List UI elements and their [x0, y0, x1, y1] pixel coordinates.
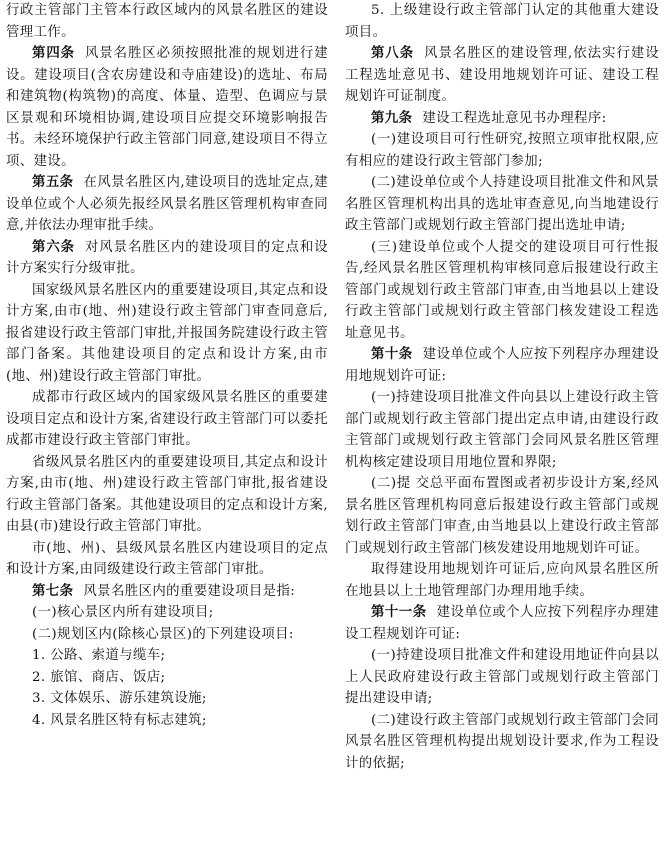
article-label: 第四条: [32, 46, 75, 61]
paragraph: 市(地、州)、县级风景名胜区内建设项目的定点和设计方案,由同级建设行政主管部门审批。: [6, 540, 328, 577]
article-text: 对风景名胜区内的建设项目的定点和设计方案实行分级审批。: [6, 239, 328, 276]
article-label: 第八条: [371, 46, 415, 61]
article-label: 第六条: [32, 239, 75, 255]
list-item: (二)提 交总平面布置图或者初步设计方案,经风景名胜区管理机构同意后报建设行政主管部门或规划行政主管部门审查,由当地县以上建设行政主管部门或规划行政主管部门核发建设用地规划许可证。: [345, 476, 659, 556]
list-item: (二)建设单位或个人持建设项目批准文件和风景名胜区管理机构出具的选址审查意见,向当地建设行政主管部门或规划行政主管部门提出选址申请;: [345, 175, 659, 233]
article-10: [345, 344, 659, 387]
article-text: 风景名胜区内的重要建设项目是指:: [83, 583, 296, 599]
list-item: 1. 公路、索道与缆车;: [32, 648, 166, 663]
article-text: 风景名胜区必须按照批准的规划进行建设。建设项目(含农房建设和寺庙建设)的选址、布局和建筑物(构筑物)的高度、体量、造型、色调应与景区景观和环境相协调,建设项目应提交环境影响报告书。未经环境保护行政主管部门同意,建设项目不得立项、建设。: [6, 46, 328, 169]
article-label: 第十条: [371, 347, 413, 362]
article-6: [6, 237, 328, 280]
article-8: [345, 43, 659, 108]
article-label: 第九条: [371, 110, 413, 126]
article-9: [345, 108, 659, 130]
list-item: 4. 风景名胜区特有标志建筑;: [32, 712, 207, 728]
paragraph: 国家级风景名胜区内的重要建设项目,其定点和设计方案,由市(地、州)建设行政主管部门审查同意后,报省建设行政主管部门审批,并报国务院建设行政主管部门备案。其他建设项目的定点和设计方案,由市(地、州)建设行政主管部门审批。: [6, 282, 328, 384]
list-item: 2. 旅馆、商店、饭店;: [32, 669, 166, 685]
list-item: (三)建设单位或个人提交的建设项目可行性报告,经风景名胜区管理机构审核同意后报建设行政主管部门或规划行政主管部门审查,由当地县以上建设行政主管部门或规划行政主管部门核发建设工程选址意见书。: [345, 239, 659, 341]
list-item: (一)建设项目可行性研究,按照立项审批权限,应有相应的建设行政主管部门参加;: [345, 132, 659, 169]
list-item: (一)核心景区内所有建设项目;: [32, 605, 214, 620]
article-label: 第七条: [32, 583, 74, 599]
list-item: (二)建设行政主管部门或规划行政主管部门会同风景名胜区管理机构提出规划设计要求,作为工程设计的依据;: [345, 712, 659, 771]
article-text: 建设单位或个人应按下列程序办理建设用地规划许可证:: [345, 347, 659, 384]
list-item: 3. 文体娱乐、游乐建筑设施;: [32, 691, 207, 706]
paragraph: 取得建设用地规划许可证后,应向风景名胜区所在地县以上土地管理部门办理用地手续。: [345, 562, 659, 599]
right-column: [345, 0, 659, 774]
list-item: (一)持建设项目批准文件向县以上建设行政主管部门或规划行政主管部门提出定点申请,由建设行政主管部门或规划行政主管部门会同风景名胜区管理机构核定建设项目用地位置和界限;: [345, 390, 659, 470]
article-label: 第五条: [32, 175, 74, 190]
article-text: 风景名胜区的建设管理,依法实行建设工程选址意见书、建设用地规划许可证、建设工程规划许可证制度。: [345, 46, 660, 104]
list-item: 5. 上级建设行政主管部门认定的其他重大建设项目。: [345, 3, 659, 40]
article-text: 在风景名胜区内,建设项目的选址定点,建设单位或个人必须先报经风景名胜区管理机构审查同意,并依法办理审批手续。: [6, 175, 328, 233]
article-label: 第十一条: [371, 605, 427, 620]
article-11: [345, 602, 659, 645]
article-5: [6, 172, 328, 237]
article-7: [6, 581, 328, 603]
article-text: 建设工程选址意见书办理程序:: [422, 110, 607, 126]
article-text: 建设单位或个人应按下列程序办理建设工程规划许可证:: [345, 605, 659, 642]
list-item: (一)持建设项目批准文件和建设用地证件向县以上人民政府建设行政主管部门或规划行政主管部门提出建设申请;: [345, 648, 659, 706]
left-column: [6, 0, 328, 731]
paragraph-continuation: 行政主管部门主管本行政区域内的风景名胜区的建设管理工作。: [6, 3, 328, 40]
list-item: (二)规划区内(除核心景区)的下列建设项目:: [32, 626, 294, 642]
article-4: [6, 43, 328, 172]
paragraph: 省级风景名胜区内的重要建设项目,其定点和设计方案,由市(地、州)建设行政主管部门审批,报省建设行政主管部门备案。其他建设项目的定点和设计方案,由县(市)建设行政主管部门审批。: [6, 454, 328, 534]
paragraph: 成都市行政区域内的国家级风景名胜区的重要建设项目定点和设计方案,省建设行政主管部门可以委托成都市建设行政主管部门审批。: [6, 390, 328, 448]
